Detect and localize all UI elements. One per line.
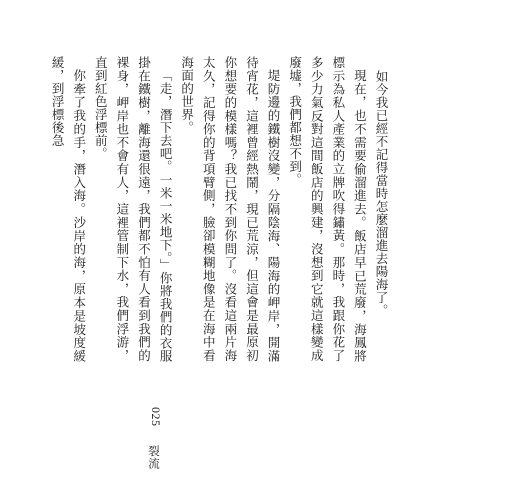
running-footer: 裂流 (147, 445, 161, 470)
page-number: 025 (149, 407, 163, 427)
paragraph: 堤防邊的鐵樹沒變，分隔陰海、陽海的岬岸，開滿待宵花，這裡曾經熱鬧，現已荒涼，但這會是最原初你想要的模樣嗎？我已找不到你問了。沒看這兩片海太久，記得你的背項臂側，臉卻模糊地像是在海中看海面的世界。 (179, 56, 282, 362)
paragraph: 你牽了我的手，潛入海。沙岸的海，原本是坡度緩緩，到浮標後急 (50, 56, 87, 362)
paragraph: 「走，潛下去吧。一米一米地下。」你將我們的衣服掛在鐵樹，離海還很遠，我們都不怕有人看到我們的裸身，岬岸也不會有人，這裡管制下水，我們浮游，直到紅色浮標前。 (93, 56, 174, 362)
paragraph: 如今我已經不記得當時怎麼溜進去陽海了。 (374, 70, 389, 317)
paragraph: 現在，也不需要偷溜進去。飯店早已荒廢，海鳳將標示為私人產業的立牌吹得鏽黃。那時，我跟你花了多少力氣反對這間飯店的興建，沒想到它就這樣變成廢墟，我們都想不到。 (287, 56, 368, 362)
body-text (47, 56, 393, 362)
